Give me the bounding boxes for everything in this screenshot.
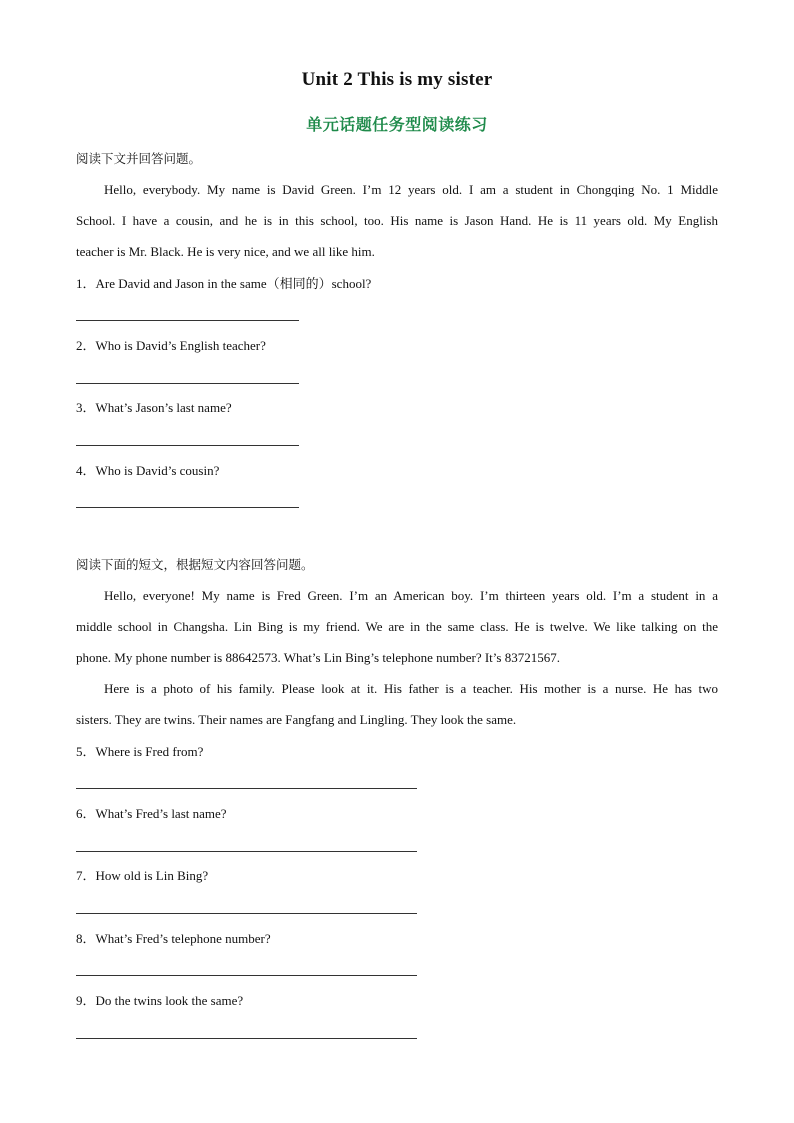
page-subtitle: 单元话题任务型阅读练习	[306, 115, 488, 134]
question-8: 8．What’s Fred’s telephone number?	[76, 931, 271, 946]
section1-passage-line-2: School. I have a cousin, and he is in this school, too. His name is Jason Hand. He is 11 years old. My English	[76, 213, 718, 228]
section2-passage-line-5: sisters. They are twins. Their names are Fangfang and Lingling. They look the same.	[76, 712, 517, 727]
answer-line-7[interactable]	[76, 913, 417, 914]
section2-passage-line-3: phone. My phone number is 88642573. What’s Lin Bing’s telephone number? It’s 83721567.	[76, 650, 560, 665]
question-7: 7．How old is Lin Bing?	[76, 868, 209, 883]
answer-line-6[interactable]	[76, 851, 417, 852]
answer-line-4[interactable]	[76, 507, 299, 508]
question-6: 6．What’s Fred’s last name?	[76, 806, 227, 821]
section2-instruction: 阅读下面的短文，根据短文内容回答问题。	[76, 557, 314, 572]
section1-passage-line-1: Hello, everybody. My name is David Green. I’m 12 years old. I am a student in Chongqing No. 1 Middle	[104, 182, 718, 197]
section2-passage-line-1: Hello, everyone! My name is Fred Green. I’m an American boy. I’m thirteen years old. I’m a student in a	[104, 588, 718, 603]
section1-passage-line-3: teacher is Mr. Black. He is very nice, and we all like him.	[76, 244, 375, 259]
question-4: 4．Who is David’s cousin?	[76, 463, 220, 478]
question-3: 3．What’s Jason’s last name?	[76, 400, 232, 415]
answer-line-8[interactable]	[76, 975, 417, 976]
answer-line-5[interactable]	[76, 788, 417, 789]
answer-line-9[interactable]	[76, 1038, 417, 1039]
answer-line-1[interactable]	[76, 320, 299, 321]
answer-line-3[interactable]	[76, 445, 299, 446]
question-5: 5．Where is Fred from?	[76, 744, 204, 759]
answer-line-2[interactable]	[76, 383, 299, 384]
section2-passage-line-4: Here is a photo of his family. Please look at it. His father is a teacher. His mother is a nurse. He has two	[104, 681, 718, 696]
section1-instruction: 阅读下文并回答问题。	[76, 151, 202, 166]
question-2: 2．Who is David’s English teacher?	[76, 338, 266, 353]
question-9: 9．Do the twins look the same?	[76, 993, 244, 1008]
section2-passage-line-2: middle school in Changsha. Lin Bing is my friend. We are in the same class. He is twelve. We like talking on the	[76, 619, 718, 634]
page-title: Unit 2 This is my sister	[301, 69, 493, 90]
question-1: 1．Are David and Jason in the same（相同的）school?	[76, 276, 372, 291]
